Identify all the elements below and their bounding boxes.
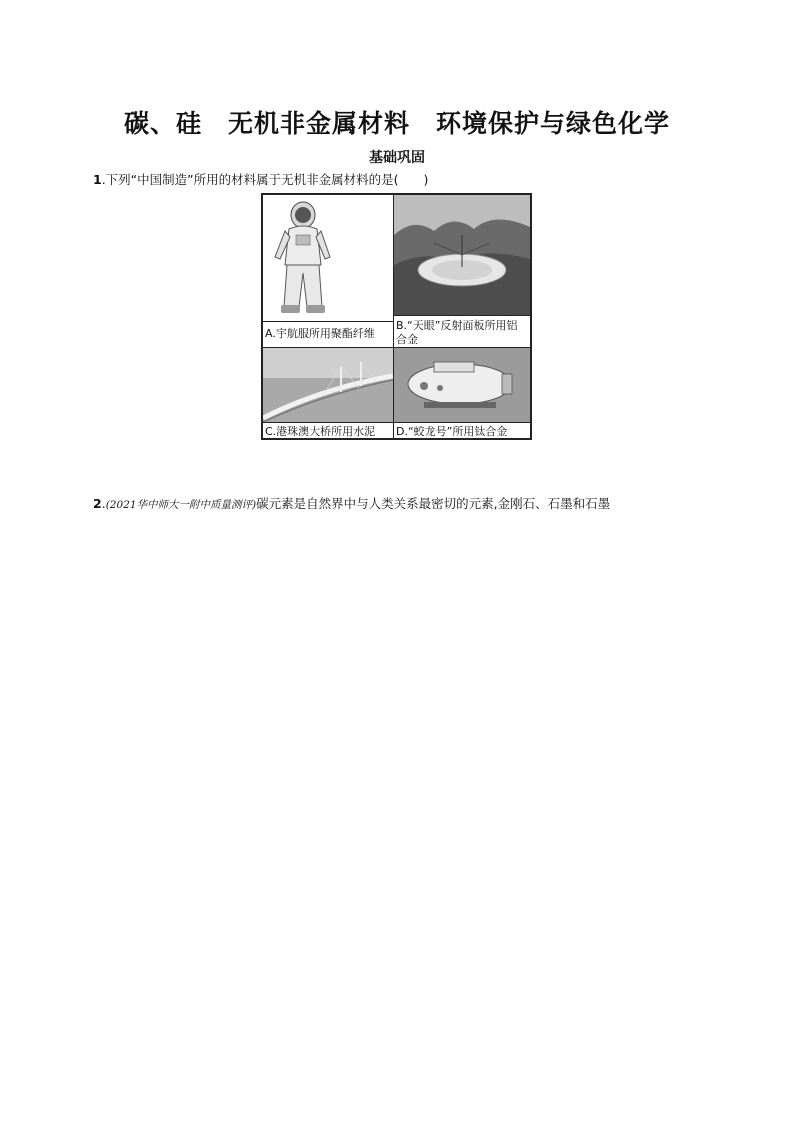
astronaut-image [263, 195, 393, 321]
telescope-image [394, 195, 530, 315]
option-d-caption: D.“蛟龙号”所用钛合金 [396, 425, 508, 438]
bridge-image [263, 348, 393, 422]
q1-option-figure-table [261, 193, 532, 440]
caption-divider [394, 422, 530, 423]
option-a-caption: A.宇航服所用聚酯纤维 [265, 327, 375, 340]
option-c-caption: C.港珠澳大桥所用水泥 [265, 425, 376, 438]
page-title: 碳、硅 无机非金属材料 环境保护与绿色化学 [123, 109, 670, 138]
section-subtitle: 基础巩固 [369, 150, 425, 166]
caption-divider [263, 422, 393, 423]
submersible-image [394, 348, 530, 422]
q2-source: (2021华中师大一附中质量测评) [105, 499, 257, 511]
option-b-caption-line1: B.“天眼”反射面板所用铝 [396, 319, 518, 332]
option-b-caption-line2: 合金 [396, 333, 418, 346]
q1-stem: 1.下列“中国制造”所用的材料属于无机非金属材料的是( ) [93, 172, 429, 187]
caption-divider [263, 321, 393, 322]
caption-divider [394, 315, 530, 316]
q2-stem-line1: 2.(2021华中师大一附中质量测评)碳元素是自然界中与人类关系最密切的元素,金刚石、石墨和石墨 [93, 496, 611, 511]
